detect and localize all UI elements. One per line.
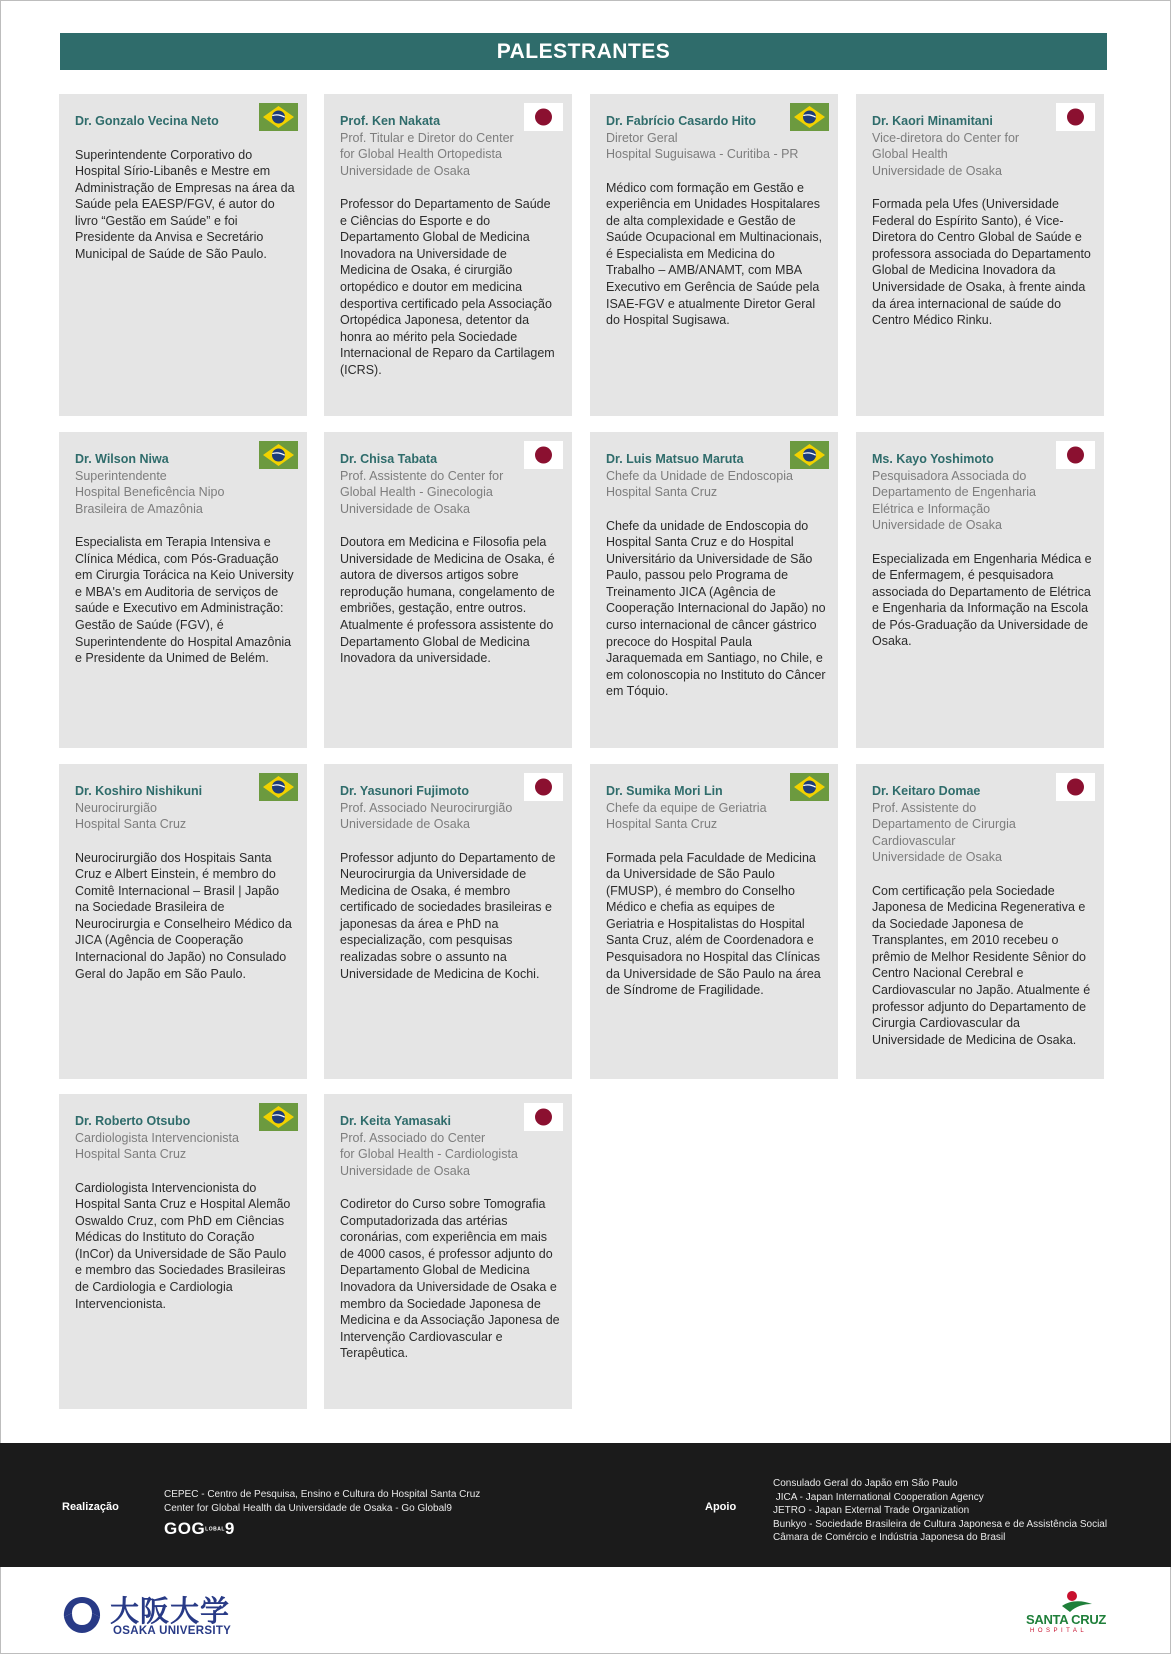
speaker-card (324, 432, 572, 748)
speaker-role: Prof. Assistente do Departamento de Cirurgia Cardiovascular Universidade de Osaka (872, 800, 1016, 864)
speaker-card (856, 94, 1104, 416)
speaker-bio: Doutora em Medicina e Filosofia pela Universidade de Medicina de Osaka, é autora de diversos artigos sobre reprodução humana, congelamento de embriões, gestação, entre outros. Atualmente é professora assistente do Departamento Global de Medicina Inovadora da universidade. (340, 535, 555, 666)
speaker-role: Diretor Geral Hospital Suguisawa - Curitiba - PR (606, 130, 799, 161)
speaker-bio: Especializada em Engenharia Médica e de Enfermagem, é pesquisadora associada do Departamento de Elétrica e Engenharia da Informação na Escola de Pós-Graduação da Universidade de Osaka. (872, 551, 1092, 649)
speaker-card (59, 764, 307, 1079)
apoio-list (773, 1477, 1107, 1545)
speaker-name: Dr. Wilson Niwa (75, 452, 169, 466)
santa-cruz-wordmark: SANTA CRUZ (1026, 1612, 1107, 1627)
speaker-name: Ms. Kayo Yoshimoto (872, 452, 994, 466)
brazil-flag-icon (790, 103, 829, 131)
speaker-bio: Formada pela Ufes (Universidade Federal do Espírito Santo), é Vice-Diretora do Centro Global de Saúde e professora associada do Departamento Global de Medicina Inovadora da Universidade de Osaka, à frente ainda da área internacional de saúde do Centro Médico Rinku. (872, 197, 1091, 328)
realizacao-item: CEPEC - Centro de Pesquisa, Ensino e Cultura do Hospital Santa Cruz (164, 1489, 481, 1500)
japan-flag-icon (524, 103, 563, 131)
speaker-row (59, 764, 1105, 1079)
speaker-name: Dr. Kaori Minamitani (872, 114, 993, 128)
speaker-role: Prof. Associado Neurocirurgião Universidade de Osaka (340, 800, 513, 831)
japan-flag-icon (1056, 103, 1095, 131)
go-global9-logo (164, 1519, 480, 1539)
speaker-name: Dr. Sumika Mori Lin (606, 784, 723, 798)
speaker-bio: Com certificação pela Sociedade Japonesa de Medicina Regenerativa e da Sociedade Japonesa de Transplantes, em 2010 recebeu o prêmio de Melhor Residente Sênior do Centro Nacional Cerebral e Cardiovascular no Japão. Atualmente é professor adjunto do Departamento de Cirurgia Cardiovascular da Universidade de Medicina de Osaka. (872, 883, 1091, 1047)
japan-flag-icon (524, 773, 563, 801)
speaker-bio: Formada pela Faculdade de Medicina da Universidade de São Paulo (FMUSP), é membro do Conselho Médico e chefia as equipes de Geriatria e Hospitalistas do Hospital Santa Cruz, além de Coordenadora e Pesquisadora no Hospital das Clínicas da Universidade de São Paulo na área de Síndrome de Fragilidade. (606, 850, 821, 998)
page-title: PALESTRANTES (60, 33, 1107, 70)
speaker-bio: Professor adjunto do Departamento de Neurocirurgia da Universidade de Medicina de Osaka, é membro certificado de sociedades brasileiras e japonesas da área e PhD na especialização, com pesquisas realizadas sobre o assunto na Universidade de Medicina de Kochi. (340, 850, 556, 981)
santa-cruz-hospital-logo (1022, 1590, 1117, 1638)
speaker-card (324, 94, 572, 416)
speaker-card (590, 432, 838, 748)
speaker-name: Dr. Gonzalo Vecina Neto (75, 114, 219, 128)
osaka-emblem-icon (60, 1591, 104, 1635)
realizacao-list (164, 1488, 480, 1539)
speaker-name: Dr. Keitaro Domae (872, 784, 981, 798)
speaker-role: Chefe da equipe de Geriatria Hospital Santa Cruz (606, 800, 767, 831)
apoio-label: Apoio (705, 1501, 737, 1513)
speaker-name: Dr. Luis Matsuo Maruta (606, 452, 744, 466)
speaker-name: Dr. Chisa Tabata (340, 452, 438, 466)
brazil-flag-icon (259, 441, 298, 469)
apoio-item: JETRO - Japan External Trade Organization (773, 1505, 970, 1516)
speaker-card (856, 764, 1104, 1079)
speaker-row (59, 432, 1105, 748)
brazil-flag-icon (259, 103, 298, 131)
speaker-bio: Professor do Departamento de Saúde e Ciências do Esporte e do Departamento Global de Medicina Inovadora na Universidade de Medicina de Osaka, é cirurgião ortopédico e doutor em medicina desportiva certificado pela Associação Ortopédica Japonesa, detentor da honra ao mérito pela Sociedade Internacional de Reparo da Cartilagem (ICRS). (340, 197, 555, 377)
japan-flag-icon (1056, 441, 1095, 469)
speaker-role: Cardiologista Intervencionista Hospital Santa Cruz (75, 1130, 239, 1161)
speaker-name: Dr. Keita Yamasaki (340, 1114, 451, 1128)
speaker-bio: Neurocirurgião dos Hospitais Santa Cruz e Albert Einstein, é membro do Comitê Internacional – Brasil | Japão na Sociedade Brasileira de Neurocirurgia e Conselheiro Médico da JICA (Agência de Cooperação Internacional do Japão) no Consulado Geral do Japão em São Paulo. (75, 850, 292, 981)
brazil-flag-icon (259, 1103, 298, 1131)
brazil-flag-icon (790, 441, 829, 469)
apoio-item: Consulado Geral do Japão em São Paulo (773, 1478, 958, 1489)
osaka-english-name: OSAKA UNIVERSITY (113, 1625, 232, 1637)
speaker-row (59, 1094, 1105, 1409)
speaker-bio: Especialista em Terapia Intensiva e Clínica Médica, com Pós-Graduação em Cirurgia Torácica na Keio University e MBA's em Auditoria de serviços de saúde e Executivo em Administração: Gestão de Saúde (FGV), é Superintendente do Hospital Amazônia e Presidente da Unimed de Belém. (75, 535, 294, 666)
speaker-role: Prof. Assistente do Center for Global Health - Ginecologia Universidade de Osaka (340, 468, 504, 516)
speaker-role: Neurocirurgião Hospital Santa Cruz (75, 800, 187, 831)
apoio-item: Bunkyo - Sociedade Brasileira de Cultura Japonesa e de Assistência Social (773, 1518, 1108, 1530)
osaka-kanji: 大阪大学 (110, 1594, 231, 1628)
japan-flag-icon (1056, 773, 1095, 801)
apoio-item: JICA - Japan International Cooperation Agency (773, 1491, 984, 1503)
speaker-bio: Médico com formação em Gestão e experiência em Unidades Hospitalares de alta complexidade e Gestão de Saúde Ocupacional em Multinacionais, é Especialista em Medicina do Trabalho – AMB/ANAMT, com MBA Executivo em Gerência de Saúde pela ISAE-FGV e atualmente Diretor Geral do Hospital Sugisawa. (606, 180, 823, 328)
speaker-role: Prof. Associado do Center for Global Health - Cardiologista Universidade de Osaka (340, 1130, 518, 1178)
speaker-name: Dr. Yasunori Fujimoto (340, 784, 469, 798)
japan-flag-icon (524, 441, 563, 469)
gog-logo-text: GOG (164, 1519, 206, 1538)
gog-logo-number: 9 (224, 1519, 235, 1538)
brazil-flag-icon (259, 773, 298, 801)
speaker-bio: Cardiologista Intervencionista do Hospital Santa Cruz e Hospital Alemão Oswaldo Cruz, com PhD em Ciências Médicas do Instituto do Coração (InCor) da Universidade de São Paulo e membro das Sociedades Brasileiras de Cardiologia e Cardiologia Intervencionista. (75, 1180, 291, 1311)
speaker-name: Dr. Fabrício Casardo Hito (606, 114, 757, 128)
hospital-wordmark: HOSPITAL (1030, 1628, 1088, 1634)
realizacao-item: Center for Global Health da Universidade de Osaka - Go Global9 (164, 1502, 452, 1514)
speaker-role: Prof. Titular e Diretor do Center for Global Health Ortopedista Universidade de Osaka (340, 130, 514, 178)
speaker-bio: Codiretor do Curso sobre Tomografia Computadorizada das artérias coronárias, com experiência em mais de 4000 casos, é professor adjunto do Departamento Global de Medicina Inovadora da Universidade de Osaka e membro da Sociedade Japonesa de Medicina e da Associação Japonesa de Intervenção Cardiovascular e Terapêutica. (340, 1197, 560, 1361)
speaker-card (324, 764, 572, 1079)
speaker-card (59, 1094, 307, 1409)
speaker-name: Dr. Roberto Otsubo (75, 1114, 191, 1128)
speaker-card (590, 764, 838, 1079)
footer (0, 1443, 1171, 1567)
japan-flag-icon (524, 1103, 563, 1131)
gog-logo-small: LOBAL (205, 1526, 225, 1533)
speaker-role: Chefe da Unidade de Endoscopia Hospital Santa Cruz (606, 468, 793, 499)
speaker-card (324, 1094, 572, 1409)
speaker-card (59, 94, 307, 416)
apoio-item: Câmara de Comércio e Indústria Japonesa do Brasil (773, 1532, 1006, 1543)
speaker-card (856, 432, 1104, 748)
speaker-role: Superintendente Hospital Beneficência Nipo Brasileira de Amazônia (75, 468, 225, 516)
speaker-card (59, 432, 307, 748)
speaker-name: Dr. Koshiro Nishikuni (75, 784, 203, 798)
speaker-bio: Chefe da unidade de Endoscopia do Hospital Santa Cruz e do Hospital Universitário da Universidade de São Paulo, passou pelo Programa de Treinamento JICA (Agência de Cooperação Internacional do Japão) no curso internacional de câncer gástrico precoce do Hospital Paula Jaraquemada em Santiago, no Chile, e em colonoscopia no Instituto do Câncer em Tóquio. (606, 518, 826, 699)
speaker-name: Prof. Ken Nakata (340, 114, 441, 128)
speaker-role: Vice-diretora do Center for Global Health Universidade de Osaka (872, 130, 1020, 178)
speaker-card (590, 94, 838, 416)
speaker-row (59, 94, 1105, 416)
speaker-bio: Superintendente Corporativo do Hospital Sírio-Libanês e Mestre em Administração de Empresas na área da Saúde pela EAESP/FGV, é autor do livro “Gestão em Saúde” e foi Presidente da Anvisa e Secretário Municipal de Saúde de São Paulo. (75, 147, 295, 262)
brazil-flag-icon (790, 773, 829, 801)
realizacao-label: Realização (62, 1501, 119, 1513)
speaker-role: Pesquisadora Associada do Departamento de Engenharia Elétrica e Informação Universidade de Osaka (872, 468, 1037, 532)
